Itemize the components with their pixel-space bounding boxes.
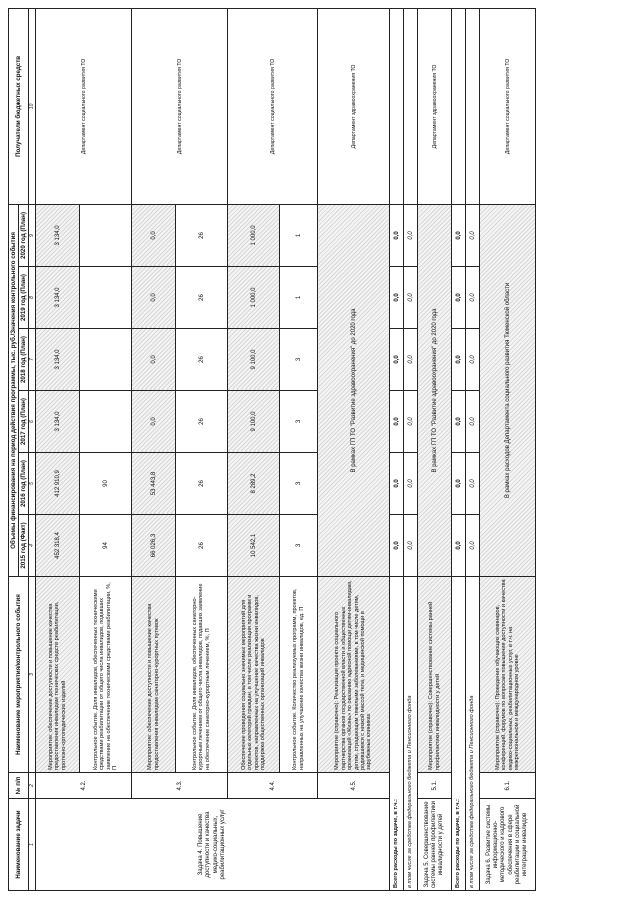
value-cell: 26 xyxy=(176,329,228,391)
value-cell: 10 542,1 xyxy=(228,515,280,577)
col-index: 7 xyxy=(29,329,36,391)
value-cell: 26 xyxy=(176,453,228,515)
value-cell: 3 xyxy=(280,515,318,577)
value-cell: 26 xyxy=(176,204,228,266)
federal-value: 0,0 xyxy=(466,329,480,391)
value-cell: 3 xyxy=(280,453,318,515)
total-value: 0,0 xyxy=(452,391,466,453)
row-num: 4.2. xyxy=(36,773,132,799)
total-value: 0,0 xyxy=(452,515,466,577)
value-cell: 0,0 xyxy=(132,267,176,329)
task5-name: Задача 5. Совершенствование системы ранней профилактики инвалидности у детей xyxy=(418,799,452,891)
header-year: 2020 год (План) xyxy=(19,204,29,266)
total-value: 0,0 xyxy=(452,204,466,266)
event-text: Мероприятие: обеспечение доступности и повышение качества предоставления инвалидам технических средств реабилитации, протезно-ортопедических изделий xyxy=(36,577,80,773)
value-cell: 1 000,0 xyxy=(228,204,280,266)
program-note: В рамках ГП ТО "Развитие здравоохранения" до 2020 года xyxy=(418,204,452,576)
total-value: 0,0 xyxy=(390,515,404,577)
total-value: 0,0 xyxy=(390,204,404,266)
value-cell: 3 134,0 xyxy=(36,267,80,329)
federal-value: 0,0 xyxy=(404,453,418,515)
value-cell: 94 xyxy=(80,515,132,577)
col-index: 10 xyxy=(29,8,36,204)
value-cell: 9 100,0 xyxy=(228,391,280,453)
value-cell: 9 100,0 xyxy=(228,329,280,391)
value-cell: 3 134,0 xyxy=(36,204,80,266)
federal-value: 0,0 xyxy=(404,204,418,266)
federal-value: 0,0 xyxy=(466,267,480,329)
event-text: Мероприятие: обеспечение доступности и повышение качества предоставления инвалидам санаторно-курортных путевок xyxy=(132,577,176,773)
recipient-dept: Департамент социального развития ТО xyxy=(480,8,536,204)
header-task-name: Наименование задачи xyxy=(9,799,29,891)
header-year: 2018 год (План) xyxy=(19,329,29,391)
col-index: 9 xyxy=(29,204,36,266)
event-text: Мероприятие (справочно): Реализация проекта социального партнерства органов государственной власти и общественных организаций «Жизнь» по оказанию адресной помощи детям-инвалидам, детям, страдающим тяжелыми заболеваниями, в том числе детям, родившимся с низкой массой тела, и медицинской помощи в зарубежных клиниках xyxy=(318,577,390,773)
value-cell: 53 443,8 xyxy=(132,453,176,515)
empty-cell xyxy=(404,8,418,204)
value-cell: 26 xyxy=(176,515,228,577)
federal-value: 0,0 xyxy=(466,204,480,266)
col-index: 6 xyxy=(29,391,36,453)
value-cell: 26 xyxy=(176,391,228,453)
value-cell xyxy=(80,391,132,453)
header-volumes: Объемы финансирования на период действия программы, тыс. руб./Значения контрольного события xyxy=(9,204,19,576)
financing-table xyxy=(8,8,536,891)
federal-value: 0,0 xyxy=(466,391,480,453)
value-cell: 90 xyxy=(80,453,132,515)
value-cell xyxy=(80,329,132,391)
header-year: 2016 год (План) xyxy=(19,453,29,515)
col-index: 3 xyxy=(29,577,36,773)
row-num: 4.5. xyxy=(318,773,390,799)
value-cell: 1 xyxy=(280,267,318,329)
empty-cell xyxy=(390,8,404,204)
total-value: 0,0 xyxy=(390,453,404,515)
control-event-text: Контрольное событие. Доля инвалидов, обеспеченных техническими средствами реабилитации от общего числа инвалидов, подавших заявление на обеспечение техническими средствами реабилитации, %, П xyxy=(80,577,132,773)
control-event-text: Контрольное событие. Количество реализуемых программ, проектов, направленных на улучшение качества жизни инвалидов, ед. П xyxy=(280,577,318,773)
value-cell: 66 026,3 xyxy=(132,515,176,577)
value-cell: 3 xyxy=(280,329,318,391)
row-num: 6.1. xyxy=(480,773,536,799)
col-index: 4 xyxy=(29,515,36,577)
federal-value: 0,0 xyxy=(466,515,480,577)
value-cell: 1 000,0 xyxy=(228,267,280,329)
recipient-dept: Департамент социального развития ТО xyxy=(132,8,228,204)
row-num: 5.1. xyxy=(418,773,452,799)
value-cell xyxy=(80,204,132,266)
total-value: 0,0 xyxy=(452,453,466,515)
value-cell: 8 289,2 xyxy=(228,453,280,515)
value-cell: 1 xyxy=(280,204,318,266)
recipient-dept: Департамент здравоохранения ТО xyxy=(418,8,452,204)
task6-name: Задача 6. Развитие системы информационно-методического и кадрового обеспечения в сфере реабилитации и социальной интеграции инвалидов xyxy=(480,799,536,891)
federal-value: 0,0 xyxy=(404,267,418,329)
event-text: Обеспечение проведения социально значимых мероприятий для отдельных категорий граждан, в том числе реализация программ и проектов, направленных на улучшение качества жизни инвалидов, поддержка общественных организаций инвалидов xyxy=(228,577,280,773)
value-cell: 0,0 xyxy=(132,204,176,266)
header-year: 2017 год (План) xyxy=(19,391,29,453)
total-value: 0,0 xyxy=(452,329,466,391)
value-cell: 3 134,0 xyxy=(36,391,80,453)
federal-value: 0,0 xyxy=(404,329,418,391)
recipient-dept: Департамент социального развития ТО xyxy=(228,8,318,204)
program-note: В рамках ГП ТО "Развитие здравоохранения" до 2020 года xyxy=(318,204,390,576)
total-value: 0,0 xyxy=(390,391,404,453)
event-text: Мероприятие (справочно): Проведение обучающих семинаров, конференций, форумов по вопросам повышения доступности и качества медико-социальных, реабилитационных услуг, в т.ч. на межрегиональном и международном уровне xyxy=(480,577,536,773)
col-index: 1 xyxy=(29,799,36,891)
federal-value: 0,0 xyxy=(404,391,418,453)
header-year: 2015 год (Факт) xyxy=(19,515,29,577)
value-cell: 0,0 xyxy=(132,329,176,391)
row-num: 4.4. xyxy=(228,773,318,799)
total-value: 0,0 xyxy=(390,267,404,329)
federal-value: 0,0 xyxy=(466,453,480,515)
program-note: В рамках расходов Департамента социального развития Тюменской области xyxy=(480,204,536,576)
task4-name: Задача 4. Повышение доступности и качества медико-социальных, реабилитационных услуг xyxy=(36,799,390,891)
empty-cell xyxy=(452,8,466,204)
col-index: 8 xyxy=(29,267,36,329)
header-year: 2019 год (План) xyxy=(19,267,29,329)
federal-value: 0,0 xyxy=(404,515,418,577)
federal-label: в том числе за средства федерального бюджета и Пенсионного фонда xyxy=(466,577,480,891)
header-event-name: Наименование мероприятия/контрольного события xyxy=(9,577,29,773)
value-cell: 0,0 xyxy=(132,391,176,453)
total-value: 0,0 xyxy=(452,267,466,329)
value-cell xyxy=(80,267,132,329)
header-recipients: Получатели бюджетных средств xyxy=(9,8,29,204)
event-text: Мероприятие (справочно): Совершенствование системы ранней профилактики инвалидности у детей xyxy=(418,577,452,773)
total-value: 0,0 xyxy=(390,329,404,391)
col-index: 2 xyxy=(29,773,36,799)
value-cell: 26 xyxy=(176,267,228,329)
row-num: 4.3. xyxy=(132,773,228,799)
header-num: № п/п xyxy=(9,773,29,799)
recipient-dept: Департамент здравоохранения ТО xyxy=(318,8,390,204)
federal-label: в том числе за средства федерального бюджета и Пенсионного фонда xyxy=(404,577,418,891)
control-event-text: Контрольное событие. Доля инвалидов, обеспеченных санаторно-курортным лечением от общего числа инвалидов, подавших заявление на обеспечение санаторно-курортным лечением, %, П xyxy=(176,577,228,773)
total-label: Всего расходы по задаче, в т.ч.: xyxy=(390,577,404,891)
value-cell: 452 318,4 xyxy=(36,515,80,577)
recipient-dept: Департамент социального развития ТО xyxy=(36,8,132,204)
value-cell: 3 134,0 xyxy=(36,329,80,391)
value-cell: 3 xyxy=(280,391,318,453)
total-label: Всего расходы по задаче, в т.ч.: xyxy=(452,577,466,891)
empty-cell xyxy=(466,8,480,204)
col-index: 5 xyxy=(29,453,36,515)
value-cell: 412 910,9 xyxy=(36,453,80,515)
